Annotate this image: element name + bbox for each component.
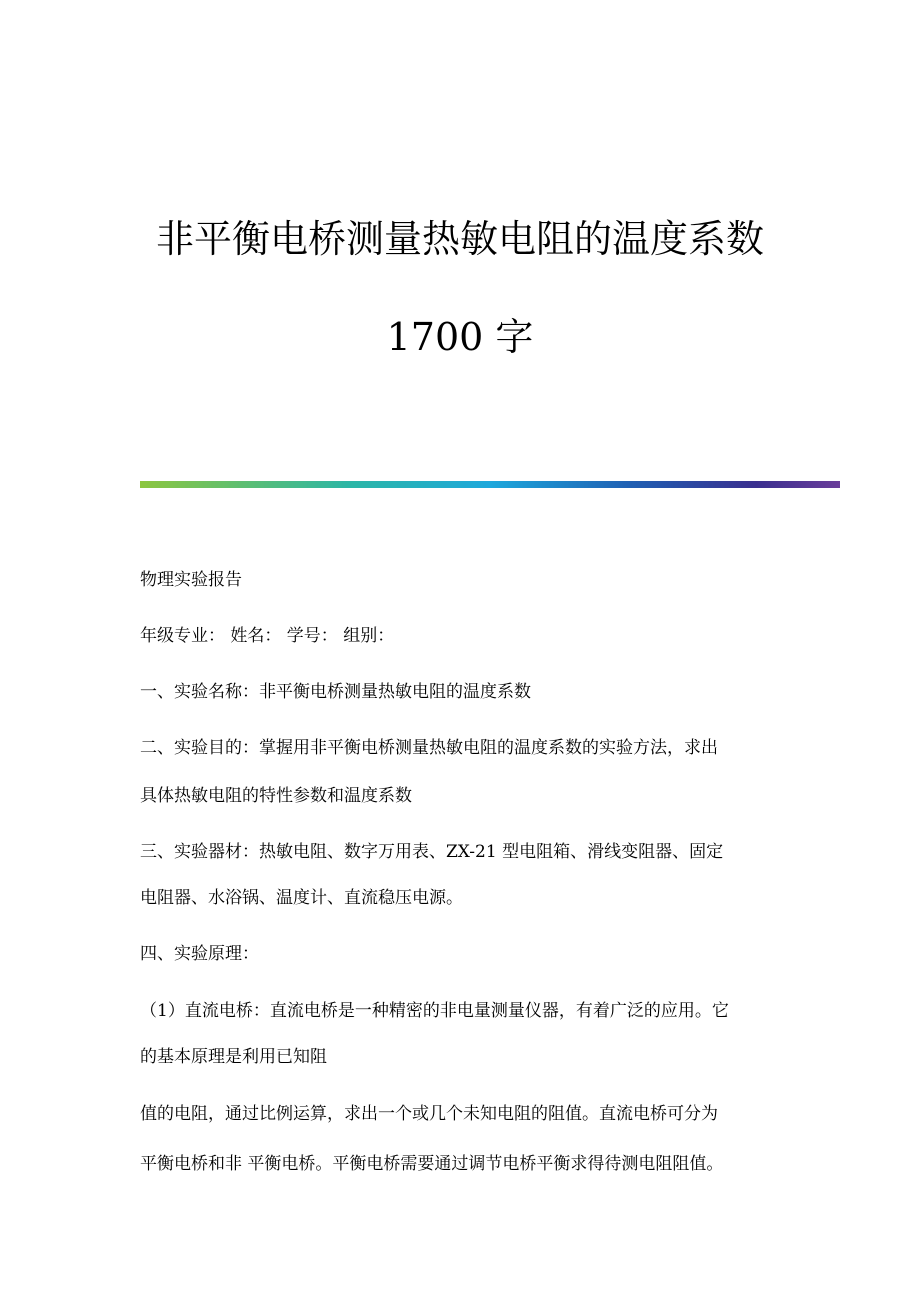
principle-paragraph-line: 平衡电桥和非 平衡电桥。平衡电桥需要通过调节电桥平衡求得待测电阻阻值。	[140, 1154, 724, 1174]
experiment-purpose-line: 二、实验目的：掌握用非平衡电桥测量热敏电阻的温度系数的实验方法，求出	[140, 738, 718, 758]
report-type-line: 物理实验报告	[140, 570, 242, 590]
principle-heading: 四、实验原理：	[140, 944, 259, 964]
principle-paragraph-line: 值的电阻，通过比例运算，求出一个或几个未知电阻的阻值。直流电桥可分为	[140, 1104, 718, 1124]
principle-paragraph-line: 的基本原理是利用已知阻	[140, 1047, 327, 1067]
experiment-purpose-continued: 具体热敏电阻的特性参数和温度系数	[140, 786, 412, 806]
document-word-count: 1700 字	[386, 315, 534, 359]
gradient-divider	[140, 481, 840, 488]
principle-paragraph-line: （1）直流电桥：直流电桥是一种精密的非电量测量仪器，有着广泛的应用。它	[140, 1001, 729, 1021]
document-title: 非平衡电桥测量热敏电阻的温度系数	[155, 217, 764, 261]
student-info-line: 年级专业： 姓名： 学号： 组别：	[140, 626, 395, 646]
experiment-name-line: 一、实验名称：非平衡电桥测量热敏电阻的温度系数	[140, 682, 531, 702]
equipment-continued: 电阻器、水浴锅、温度计、直流稳压电源。	[140, 888, 463, 908]
equipment-line: 三、实验器材：热敏电阻、数字万用表、ZX-21 型电阻箱、滑线变阻器、固定	[140, 842, 724, 862]
